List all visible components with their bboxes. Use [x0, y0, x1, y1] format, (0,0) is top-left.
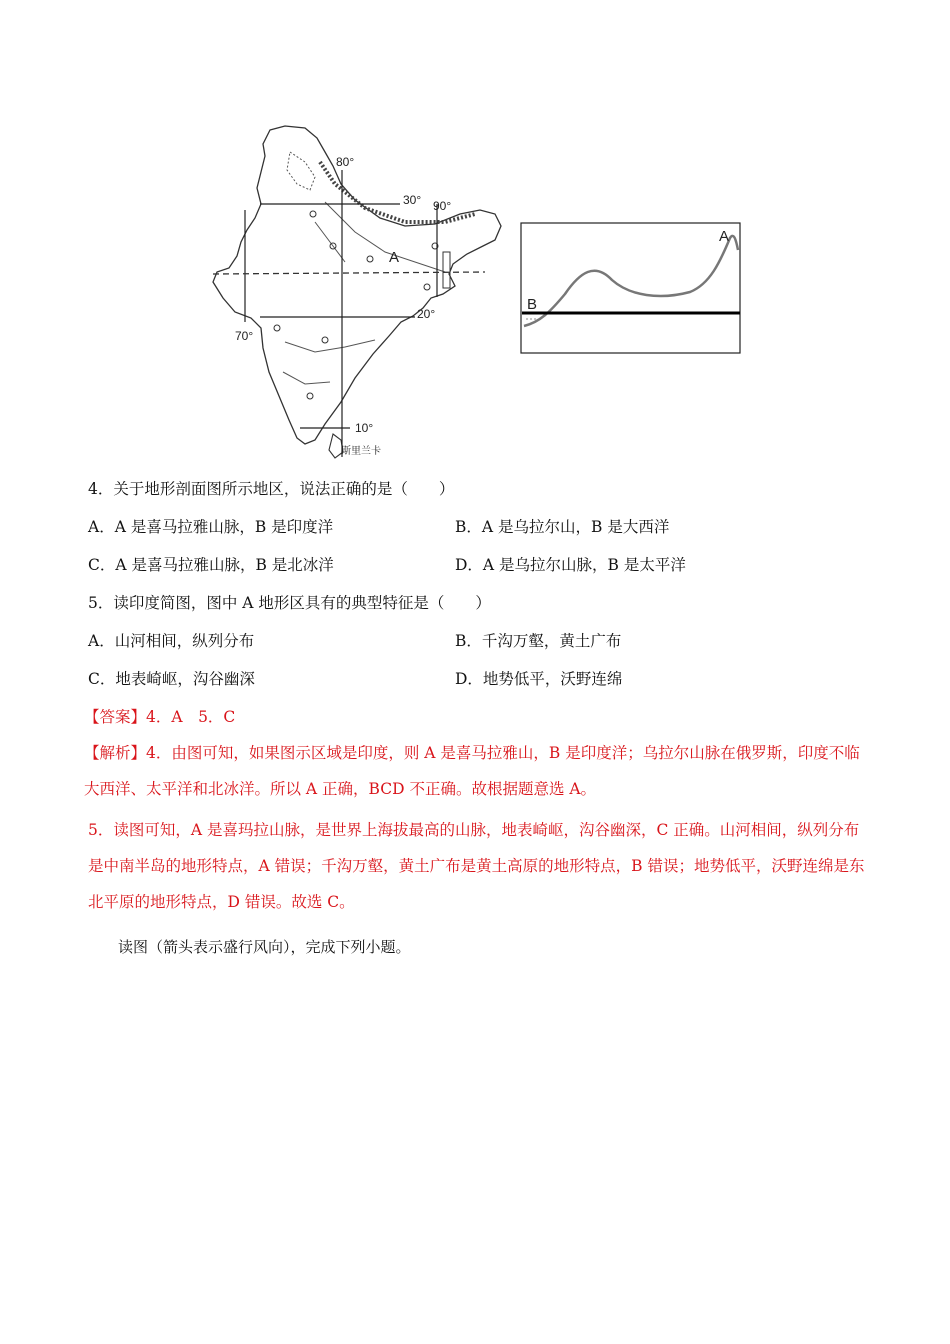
- next-question-intro: 读图（箭头表示盛行风向），完成下列小题。: [118, 938, 411, 956]
- answer-line: [84, 707, 235, 727]
- figure-india-map-and-profile: [205, 122, 750, 462]
- question-4-option-c: C．A 是喜马拉雅山脉，B 是北冰洋: [88, 556, 334, 574]
- label-sri-lanka: 斯里兰卡: [341, 446, 381, 457]
- analysis-tag: 【解析】: [84, 744, 147, 762]
- profile-label-a: A: [719, 228, 730, 245]
- label-lat-20: 20°: [417, 307, 436, 321]
- answer-text: 4．A 5．C: [146, 708, 236, 726]
- question-5-stem: 5．读印度简图，图中 A 地形区具有的典型特征是（ ）: [88, 594, 491, 612]
- india-map: [205, 122, 515, 462]
- question-5-option-c: C．地表崎岖，沟谷幽深: [88, 670, 255, 688]
- label-lon-80: 80°: [336, 155, 355, 169]
- label-lon-90: 90°: [433, 199, 452, 213]
- analysis-text-1: 4．由图可知，如果图示区域是印度，则 A 是喜马拉雅山，B 是印度洋；乌拉尔山脉在俄罗斯，印度不临大西洋、太平洋和北冰洋。所以 A 正确，BCD 不正确。故根据题意选 A。: [84, 744, 860, 798]
- profile-label-b: B: [527, 296, 538, 313]
- analysis-paragraph-2: 5．读图可知，A 是喜玛拉山脉，是世界上海拔最高的山脉，地表崎岖，沟谷幽深，C 正确。山河相间，纵列分布是中南半岛的地形特点，A 错误；千沟万壑，黄土广布是黄土高原的地形特点，B 错误；地势低平，沃野连绵是东北平原的地形特点，D 错误。故选 C。: [88, 821, 865, 911]
- question-4-option-a: A．A 是喜马拉雅山脉，B 是印度洋: [88, 518, 334, 536]
- label-lon-70: 70°: [235, 329, 254, 343]
- question-5-option-b: B．千沟万壑，黄土广布: [455, 632, 622, 650]
- question-5-option-a: A．山河相间，纵列分布: [88, 632, 255, 650]
- terrain-profile: [520, 222, 742, 356]
- question-5-option-d: D．地势低平，沃野连绵: [455, 670, 623, 688]
- question-4-option-b: B．A 是乌拉尔山，B 是大西洋: [455, 518, 670, 536]
- answer-tag: 【答案】: [84, 708, 147, 726]
- question-4-stem: 4．关于地形剖面图所示地区，说法正确的是（ ）: [88, 480, 455, 498]
- analysis-paragraph-1: [84, 735, 864, 807]
- label-lat-10: 10°: [355, 421, 374, 435]
- label-point-a: A: [389, 249, 400, 266]
- question-4-option-d: D．A 是乌拉尔山脉，B 是太平洋: [455, 556, 686, 574]
- label-lat-30: 30°: [403, 193, 422, 207]
